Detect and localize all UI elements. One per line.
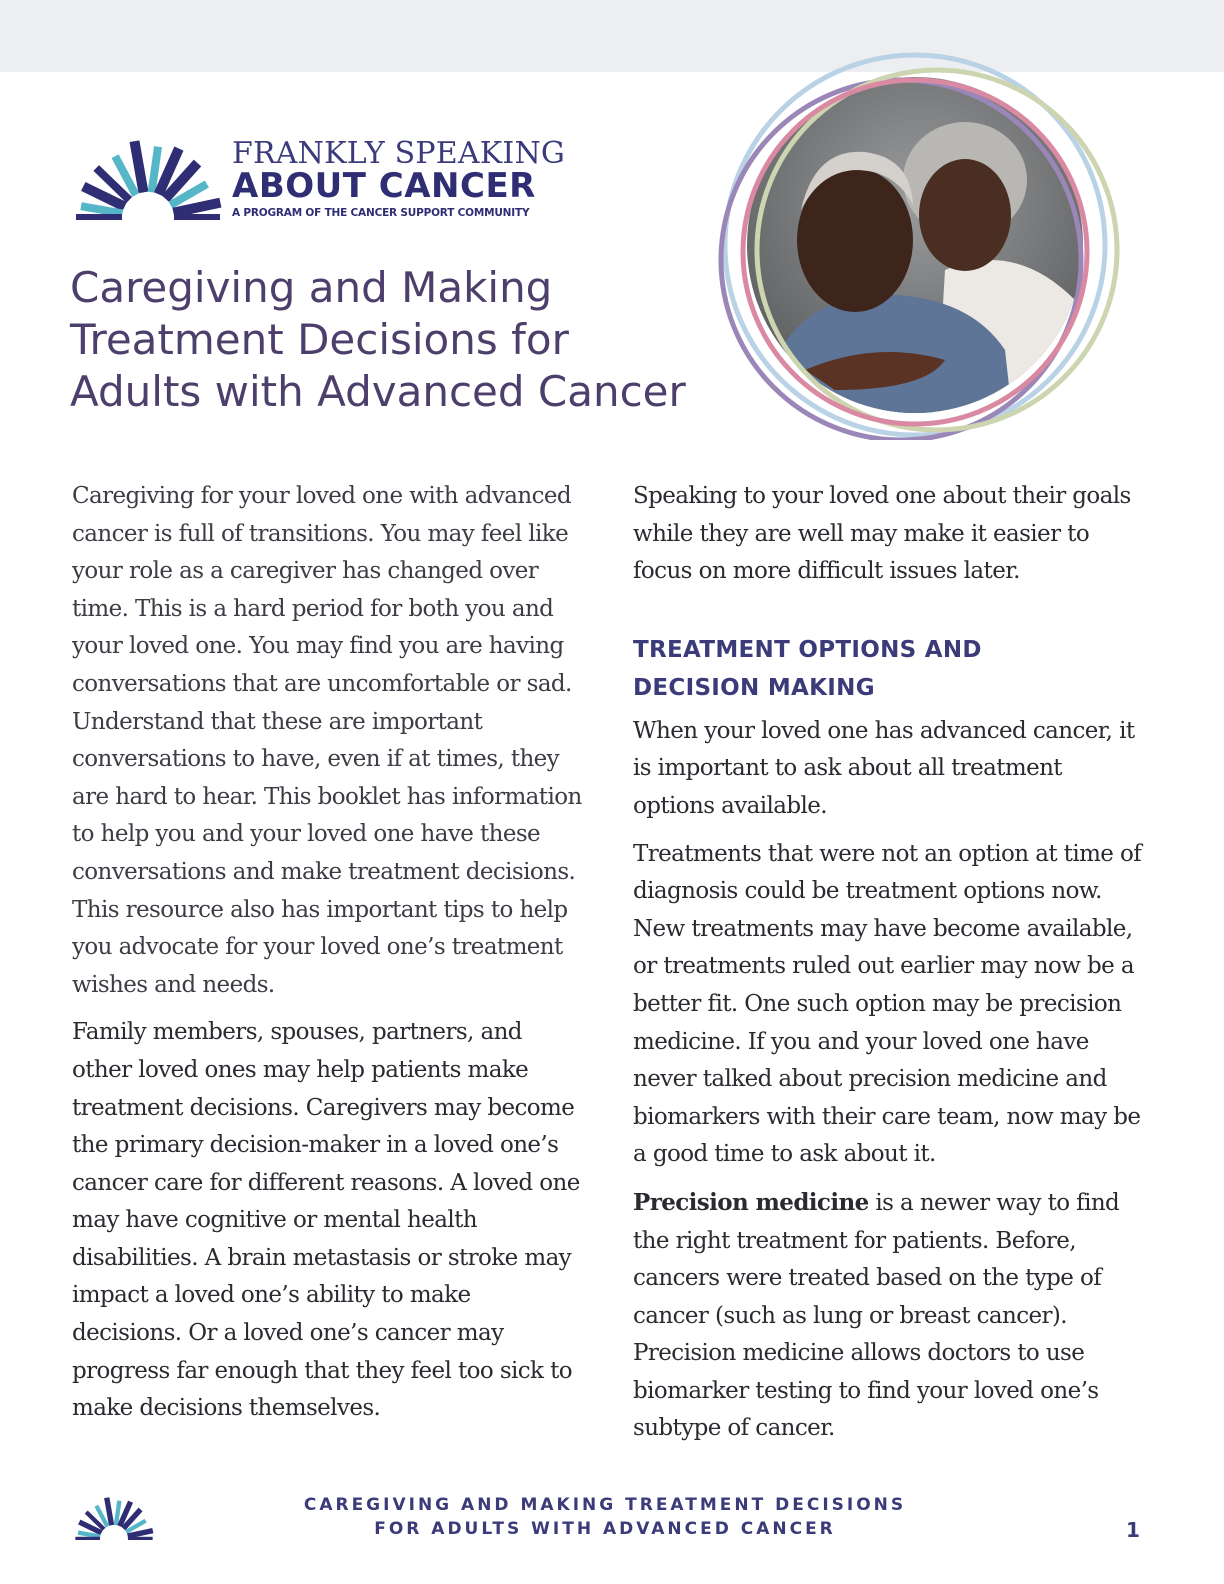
options-paragraph: When your loved one has advanced cancer, it is important to ask about all treatment options available. — [633, 717, 1135, 819]
heading-line-1: TREATMENT OPTIONS AND — [633, 636, 982, 663]
right-column — [633, 478, 1148, 1458]
footer-line-2: FOR ADULTS WITH ADVANCED CANCER — [374, 1519, 836, 1539]
page-number: 1 — [1126, 1518, 1140, 1542]
intro-paragraph: Caregiving for your loved one with advanced cancer is full of transitions. You may feel like your role as a caregiver has changed over time. This is a hard period for both you and your loved one. You may find you are having conversations that are uncomfortable or sad. Understand that these are important conversations to have, even if at times, they are hard to hear. This booklet has information to help you and your loved one have these conversations and make treatment decisions. This resource also has important tips to help you advocate for your loved one’s treatment wishes and needs. — [72, 483, 582, 998]
new-treatments-paragraph: Treatments that were not an option at time of diagnosis could be treatment options now. New treatments may have become available, or treatments ruled out earlier may now be a better fit. One such option may be precision medicine. If you and your loved one have never talked about precision medicine and biomarkers with their care team, now may be a good time to ask about it. — [633, 840, 1142, 1168]
title-line-1: Caregiving and Making — [70, 263, 553, 312]
footer-line-1: CAREGIVING AND MAKING TREATMENT DECISIONS — [303, 1495, 907, 1515]
logo-line-1: FRANKLY SPEAKING — [232, 136, 566, 171]
precision-medicine-text: is a newer way to find the right treatment for patients. Before, cancers were treated based on the type of cancer (such as lung or breast cancer). Precision medicine allows doctors to use biomarker testing to find your loved one’s subtype of cancer. — [633, 1189, 1120, 1442]
document-title — [70, 262, 710, 418]
title-line-3: Adults with Advanced Cancer — [70, 367, 686, 416]
goals-paragraph: Speaking to your loved one about their goals while they are well may make it easier to focus on more difficult issues later. — [633, 483, 1131, 585]
couple-photo — [715, 40, 1125, 440]
precision-medicine-paragraph — [633, 1184, 1148, 1448]
section-heading-treatment-options — [633, 631, 1148, 707]
footer-running-title — [300, 1493, 910, 1541]
family-paragraph: Family members, spouses, partners, and other loved ones may help patients make treatment decisions. Caregivers may become the primary decision-maker in a loved one’s cancer care for different reasons. A loved one may have cognitive or mental health disabilities. A brain metastasis or stroke may impact a loved one’s ability to make decisions. Or a loved one’s cancer may progress far enough that they feel too sick to make decisions themselves. — [72, 1019, 580, 1422]
photo-circle-illustration — [715, 40, 1125, 440]
frankly-speaking-logo — [70, 130, 590, 225]
sunburst-logo-icon — [70, 138, 226, 220]
precision-medicine-term: Precision medicine — [633, 1188, 869, 1216]
logo-tagline: A PROGRAM OF THE CANCER SUPPORT COMMUNITY — [232, 207, 530, 219]
logo-line-2: ABOUT CANCER — [232, 166, 536, 206]
left-column — [72, 478, 582, 1438]
title-line-2: Treatment Decisions for — [70, 315, 569, 364]
footer-sunburst-icon — [72, 1496, 156, 1540]
heading-line-2: DECISION MAKING — [633, 674, 875, 701]
